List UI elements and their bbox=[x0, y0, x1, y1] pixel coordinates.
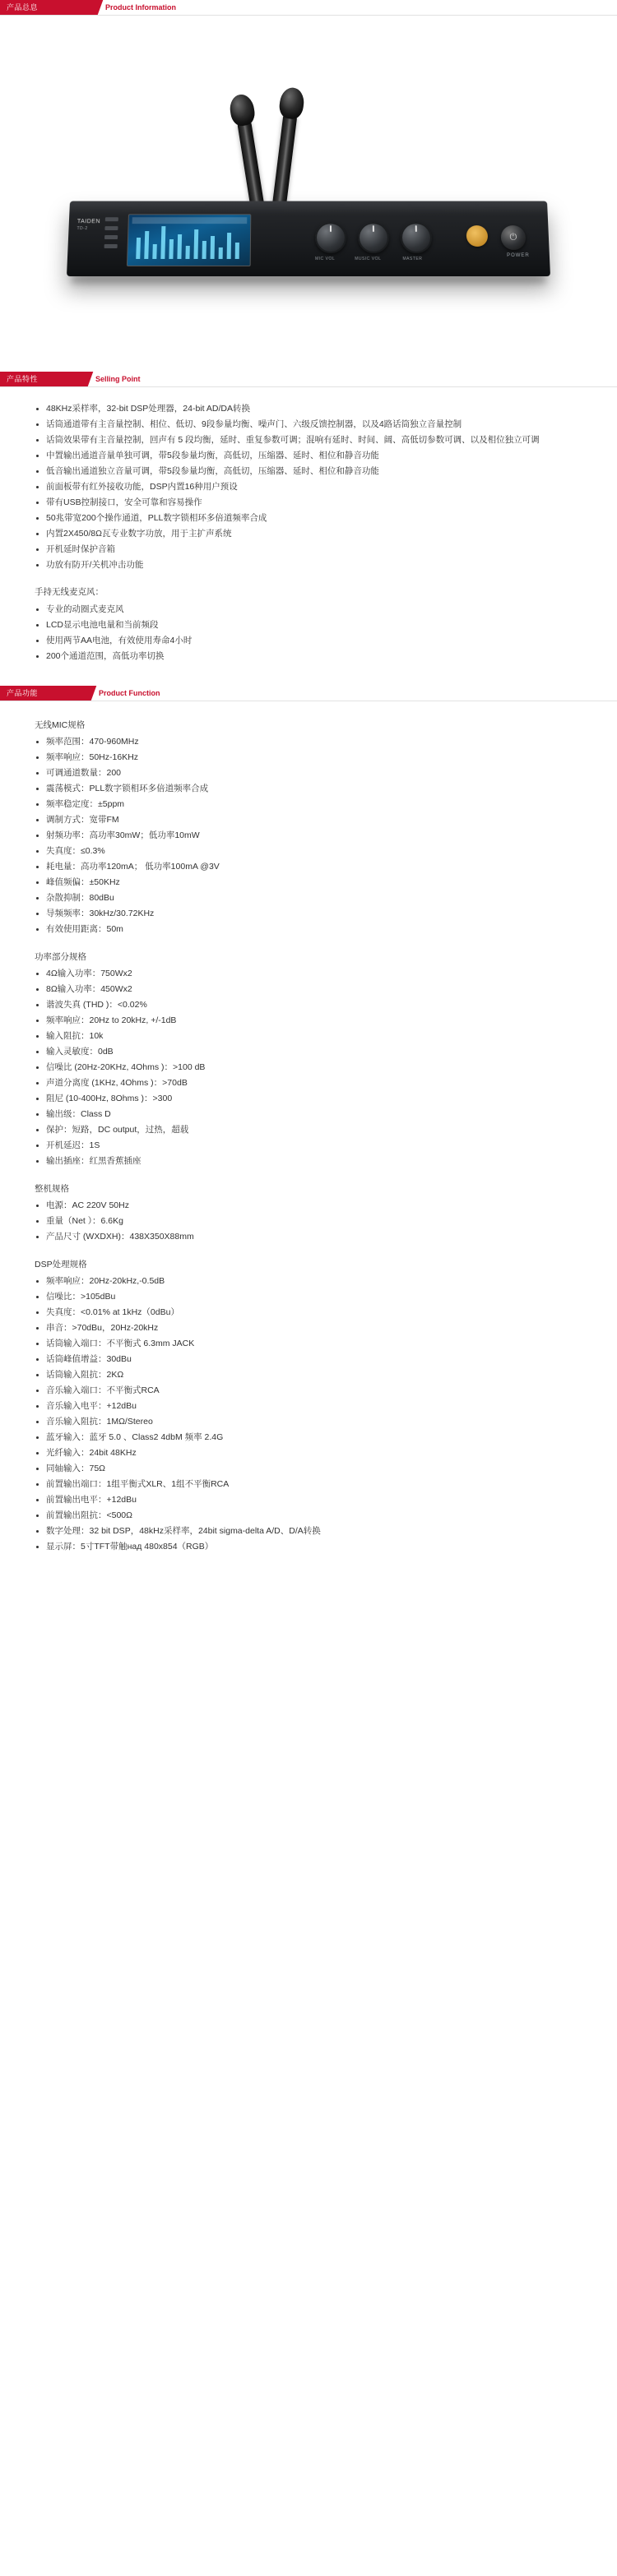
list-item: 中置输出通道音量单独可调，带5段参量均衡，高低切，压缩器、延时、相位和静音功能 bbox=[35, 448, 582, 464]
list-item: 射频功率：高功率30mW；低功率10mW bbox=[35, 828, 582, 844]
spec-group-wireless-mic bbox=[35, 717, 582, 937]
amplifier-chassis bbox=[67, 201, 550, 277]
list-item: 蓝牙输入：蓝牙 5.0 、Class2 4dbM 频率 2.4G bbox=[35, 1430, 582, 1445]
list-item: 信噪比：>105dBu bbox=[35, 1289, 582, 1305]
microphone-head-icon bbox=[228, 93, 257, 127]
power-icon: ⏻ bbox=[509, 232, 517, 243]
spec-group-title: DSP处理规格 bbox=[35, 1260, 87, 1270]
list-item: 频率响应：50Hz-16KHz bbox=[35, 750, 582, 765]
mic-volume-label: MIC VOL bbox=[315, 256, 336, 261]
list-item: 4Ω输入功率：750Wx2 bbox=[35, 966, 582, 982]
list-item: 频率范围：470-960MHz bbox=[35, 734, 582, 750]
list-item: 输入灵敏度：0dB bbox=[35, 1044, 582, 1060]
list-item: 音乐输入电平：+12dBu bbox=[35, 1399, 582, 1414]
display-level-bar bbox=[160, 226, 165, 259]
spec-list bbox=[35, 734, 582, 937]
spec-list bbox=[35, 966, 582, 1169]
list-item: 频率稳定度：±5ppm bbox=[35, 797, 582, 812]
list-item: 光纤输入：24bit 48KHz bbox=[35, 1445, 582, 1461]
section-title-cn: 产品总息 bbox=[7, 3, 39, 12]
list-item: 峰值频偏：±50KHz bbox=[35, 875, 582, 890]
spec-group-title: 无线MIC规格 bbox=[35, 720, 86, 730]
list-item: 输出插座：红黑香蕉插座 bbox=[35, 1154, 582, 1169]
spec-group-dsp bbox=[35, 1256, 582, 1555]
display-level-bar bbox=[235, 243, 239, 259]
list-item: 保护：短路，DC output，过热，超载 bbox=[35, 1122, 582, 1138]
list-item: 杂散抑制：80dBu bbox=[35, 890, 582, 906]
list-item: 200个通道范围，高低功率切换 bbox=[35, 649, 582, 664]
list-item: 产品尺寸 (WXDXH)：438X350X88mm bbox=[35, 1229, 582, 1245]
display-level-bar bbox=[136, 238, 141, 259]
list-item: 8Ω输入功率：450Wx2 bbox=[35, 982, 582, 997]
list-item: 话筒峰值增益：30dBu bbox=[35, 1352, 582, 1367]
spec-list bbox=[35, 1274, 582, 1555]
list-item: 功放有防开/关机冲击功能 bbox=[35, 557, 582, 573]
led-indicator bbox=[104, 235, 118, 239]
section-title-en: Product Information bbox=[105, 3, 176, 12]
brand-name: TAIDEN bbox=[77, 219, 101, 225]
list-item: 带有USB控制接口，安全可靠和容易操作 bbox=[35, 495, 582, 511]
list-item: 前面板带有红外接收功能，DSP内置16种用户预设 bbox=[35, 479, 582, 495]
list-item: 前置输出电平：+12dBu bbox=[35, 1492, 582, 1508]
microphone-head-icon bbox=[278, 86, 305, 120]
list-item: 音乐输入阻抗：1MΩ/Stereo bbox=[35, 1414, 582, 1430]
spec-group-title: 整机规格 bbox=[35, 1184, 69, 1194]
list-item: 串音：>70dBu，20Hz-20kHz bbox=[35, 1320, 582, 1336]
selling-point-content bbox=[0, 390, 617, 686]
led-indicator bbox=[105, 217, 118, 221]
display-level-bar bbox=[169, 239, 174, 259]
list-item: 前置输出端口：1组平衡式XLR、1组不平衡RCA bbox=[35, 1477, 582, 1492]
display-level-bar bbox=[185, 246, 189, 259]
list-item: 话筒效果带有主音量控制，回声有 5 段均衡，延时、重复参数可调；混响有延时、时间、阔、高低切参数可调、以及相位独立可调 bbox=[35, 432, 582, 448]
list-item: 话筒输入阻抗：2KΩ bbox=[35, 1367, 582, 1383]
list-item: 50兆带宽200个操作通道，PLL数字锁相环多倍道频率合成 bbox=[35, 511, 582, 526]
section-title-cn: 产品功能 bbox=[7, 689, 39, 697]
list-item: 耗电量：高功率120mA； 低功率100mA @3V bbox=[35, 859, 582, 875]
list-item: 开机延迟：1S bbox=[35, 1138, 582, 1154]
display-header-bar bbox=[132, 217, 248, 224]
music-volume-label: MUSIC VOL bbox=[355, 256, 382, 261]
section-divider bbox=[0, 386, 617, 387]
display-level-bar bbox=[177, 234, 182, 259]
list-item: 可调通道数量：200 bbox=[35, 765, 582, 781]
section-title-en: Selling Point bbox=[95, 375, 141, 383]
list-item: 失真度：≤0.3% bbox=[35, 844, 582, 859]
list-item: 谐波失真 (THD )：<0.02% bbox=[35, 997, 582, 1013]
master-volume-knob[interactable] bbox=[401, 222, 433, 253]
product-function-content bbox=[0, 704, 617, 1599]
display-level-bar bbox=[144, 231, 149, 259]
section-title-cn: 产品特性 bbox=[7, 375, 39, 383]
list-item: 信噪比 (20Hz-20KHz, 4Ohms )：>100 dB bbox=[35, 1060, 582, 1075]
list-item: 显示屏：5寸TFT带触над 480x854（RGB） bbox=[35, 1539, 582, 1555]
master-volume-label: MASTER bbox=[402, 256, 423, 261]
section-header-product-information bbox=[0, 0, 617, 18]
list-item: 音乐输入端口：不平衡式RCA bbox=[35, 1383, 582, 1399]
list-item: 输出级：Class D bbox=[35, 1107, 582, 1122]
list-item: 导频频率：30kHz/30.72KHz bbox=[35, 906, 582, 922]
list-item: 话筒通道带有主音量控制、相位、低切、9段参量均衡、噪声门、六级反馈控制器，以及4路话筒独立音量控制 bbox=[35, 417, 582, 432]
wireless-mic-subtitle: 手持无线麦克风： bbox=[35, 587, 104, 597]
list-item: 震荡模式：PLL数字锁相环多倍道频率合成 bbox=[35, 781, 582, 797]
selling-point-list bbox=[35, 401, 582, 573]
tft-touch-display[interactable] bbox=[127, 214, 251, 266]
list-item: 48KHz采样率，32-bit DSP处理器，24-bit AD/DA转换 bbox=[35, 401, 582, 417]
power-button[interactable] bbox=[500, 225, 526, 250]
brand-emblem-icon bbox=[466, 225, 489, 247]
section-band bbox=[0, 0, 97, 15]
list-item: 有效使用距离：50m bbox=[35, 922, 582, 937]
list-item: 内置2X450/8Ω瓦专业数字功放，用于主扩声系统 bbox=[35, 526, 582, 542]
brand-logo bbox=[77, 219, 100, 231]
display-level-bar bbox=[193, 229, 198, 259]
list-item: 输入阻抗：10k bbox=[35, 1029, 582, 1044]
list-item: 电源：AC 220V 50Hz bbox=[35, 1198, 582, 1214]
section-title-en: Product Function bbox=[99, 689, 160, 697]
list-item: 数字处理：32 bit DSP，48kHz采样率，24bit sigma-delta A/D、D/A转换 bbox=[35, 1524, 582, 1539]
list-item: 阻尼 (10-400Hz, 8Ohms )：>300 bbox=[35, 1091, 582, 1107]
list-item: 专业的动圈式麦克风 bbox=[35, 602, 582, 617]
indicator-led-group bbox=[104, 217, 118, 253]
brand-model: TD-2 bbox=[77, 226, 88, 232]
wireless-mic-list bbox=[35, 602, 582, 664]
section-band bbox=[0, 686, 90, 701]
mic-volume-knob[interactable] bbox=[315, 222, 346, 253]
spec-group-power bbox=[35, 949, 582, 1169]
list-item: 声道分离度 (1KHz, 4Ohms )：>70dB bbox=[35, 1075, 582, 1091]
section-divider bbox=[0, 15, 617, 16]
display-level-bar bbox=[211, 236, 215, 259]
list-item: 开机延时保护音箱 bbox=[35, 542, 582, 557]
section-header-product-function bbox=[0, 686, 617, 704]
power-label: POWER bbox=[506, 252, 530, 258]
led-indicator bbox=[104, 244, 118, 248]
list-item: 同轴输入：75Ω bbox=[35, 1461, 582, 1477]
spec-group-overall bbox=[35, 1181, 582, 1245]
led-indicator bbox=[104, 226, 118, 230]
display-level-bar bbox=[202, 241, 206, 259]
list-item: 重量（Net ）：6.6Kg bbox=[35, 1214, 582, 1229]
list-item: 调制方式：宽带FM bbox=[35, 812, 582, 828]
list-item: 使用两节AA电池，有效使用寿命4小时 bbox=[35, 633, 582, 649]
list-item: LCD显示电池电量和当前频段 bbox=[35, 617, 582, 633]
list-item: 前置输出阻抗：<500Ω bbox=[35, 1508, 582, 1524]
display-level-bar bbox=[219, 247, 223, 259]
spacer bbox=[35, 573, 582, 585]
section-header-selling-point bbox=[0, 372, 617, 390]
display-level-bar bbox=[227, 233, 231, 259]
spec-group-title: 功率部分规格 bbox=[35, 952, 86, 962]
list-item: 失真度：<0.01% at 1kHz（0dBu） bbox=[35, 1305, 582, 1320]
list-item: 低音输出通道独立音量可调，带5段参量均衡，高低切，压缩器、延时、相位和静音功能 bbox=[35, 464, 582, 479]
display-level-bar bbox=[152, 244, 157, 259]
music-volume-knob[interactable] bbox=[358, 222, 389, 253]
section-band bbox=[0, 372, 87, 386]
device-illustration bbox=[53, 76, 564, 322]
list-item: 频率响应：20Hz to 20kHz, +/-1dB bbox=[35, 1013, 582, 1029]
list-item: 频率响应：20Hz-20kHz,-0.5dB bbox=[35, 1274, 582, 1289]
list-item: 话筒输入端口：不平衡式 6.3mm JACK bbox=[35, 1336, 582, 1352]
product-hero-image bbox=[0, 18, 617, 372]
spec-list bbox=[35, 1198, 582, 1245]
